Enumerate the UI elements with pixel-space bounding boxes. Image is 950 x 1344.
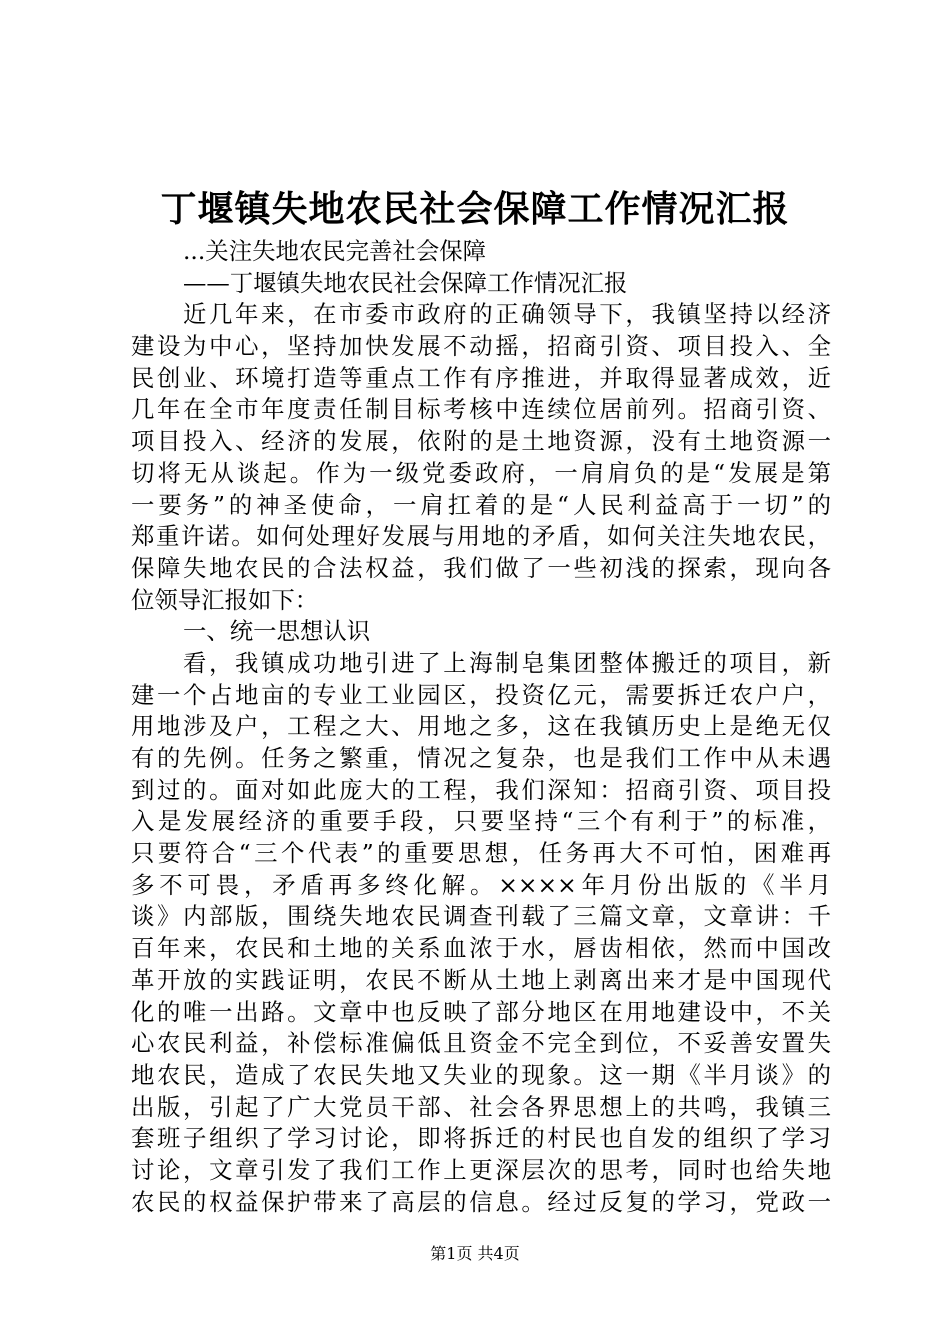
- body-line: 看，我镇成功地引进了上海制皂集团整体搬迁的项目，新: [183, 648, 831, 677]
- body-line: 几年在全市年度责任制目标考核中连续位居前列。招商引资、: [131, 395, 831, 424]
- body-line: 套班子组织了学习讨论，即将拆迁的村民也自发的组织了学习: [131, 1124, 831, 1153]
- body-line: 建设为中心，坚持加快发展不动摇，招商引资、项目投入、全: [131, 332, 831, 361]
- body-line: 一要务”的神圣使命，一肩扛着的是“人民利益高于一切”的: [131, 490, 831, 519]
- body-line: 民创业、环境打造等重点工作有序推进，并取得显著成效，近: [131, 363, 831, 392]
- body-line: 近几年来，在市委市政府的正确领导下，我镇坚持以经济: [183, 300, 831, 329]
- body-line: 只要符合“三个代表”的重要思想，任务再大不可怕，困难再: [131, 839, 831, 868]
- body-line: 用地涉及户，工程之大、用地之多，这在我镇历史上是绝无仅: [131, 712, 831, 741]
- body-line: 建一个占地亩的专业工业园区，投资亿元，需要拆迁农户户，: [131, 680, 831, 709]
- body-line: ...关注失地农民完善社会保障: [183, 237, 486, 265]
- body-line: 百年来，农民和土地的关系血浓于水，唇齿相依，然而中国改: [131, 934, 831, 963]
- body-line: 地农民，造成了农民失地又失业的现象。这一期《半月谈》的: [131, 1060, 831, 1089]
- body-line: 一、统一思想认识: [183, 617, 371, 646]
- body-line: ——丁堰镇失地农民社会保障工作情况汇报: [183, 268, 628, 297]
- body-line: 到过的。面对如此庞大的工程，我们深知：招商引资、项目投: [131, 775, 831, 804]
- body-line: 化的唯一出路。文章中也反映了部分地区在用地建设中，不关: [131, 997, 831, 1026]
- body-line: 切将无从谈起。作为一级党委政府，一肩肩负的是“发展是第: [131, 458, 831, 487]
- body-line: 革开放的实践证明，农民不断从土地上剥离出来才是中国现代: [131, 965, 831, 994]
- body-line: 农民的权益保护带来了高层的信息。经过反复的学习，党政一: [131, 1187, 831, 1216]
- body-line: 项目投入、经济的发展，依附的是土地资源，没有土地资源一: [131, 427, 831, 456]
- body-line: 心农民利益，补偿标准偏低且资金不完全到位，不妥善安置失: [131, 1029, 831, 1058]
- body-line: 出版，引起了广大党员干部、社会各界思想上的共鸣，我镇三: [131, 1092, 831, 1121]
- document-title: 丁堰镇失地农民社会保障工作情况汇报: [160, 188, 790, 230]
- body-line: 入是发展经济的重要手段，只要坚持“三个有利于”的标准，: [131, 807, 831, 836]
- page-footer: 第1页 共4页: [430, 1244, 520, 1263]
- body-line: 多不可畏，矛盾再多终化解。××××年月份出版的《半月: [131, 870, 831, 899]
- body-line: 谈》内部版，围绕失地农民调查刊载了三篇文章，文章讲：千: [131, 902, 831, 931]
- body-line: 保障失地农民的合法权益，我们做了一些初浅的探索，现向各: [131, 553, 831, 582]
- body-line: 郑重许诺。如何处理好发展与用地的矛盾，如何关注失地农民，: [131, 522, 831, 551]
- body-line: 讨论，文章引发了我们工作上更深层次的思考，同时也给失地: [131, 1155, 831, 1184]
- body-line: 位领导汇报如下：: [131, 585, 319, 614]
- document-body: [131, 236, 831, 1218]
- body-line: 有的先例。任务之繁重，情况之复杂，也是我们工作中从未遇: [131, 744, 831, 772]
